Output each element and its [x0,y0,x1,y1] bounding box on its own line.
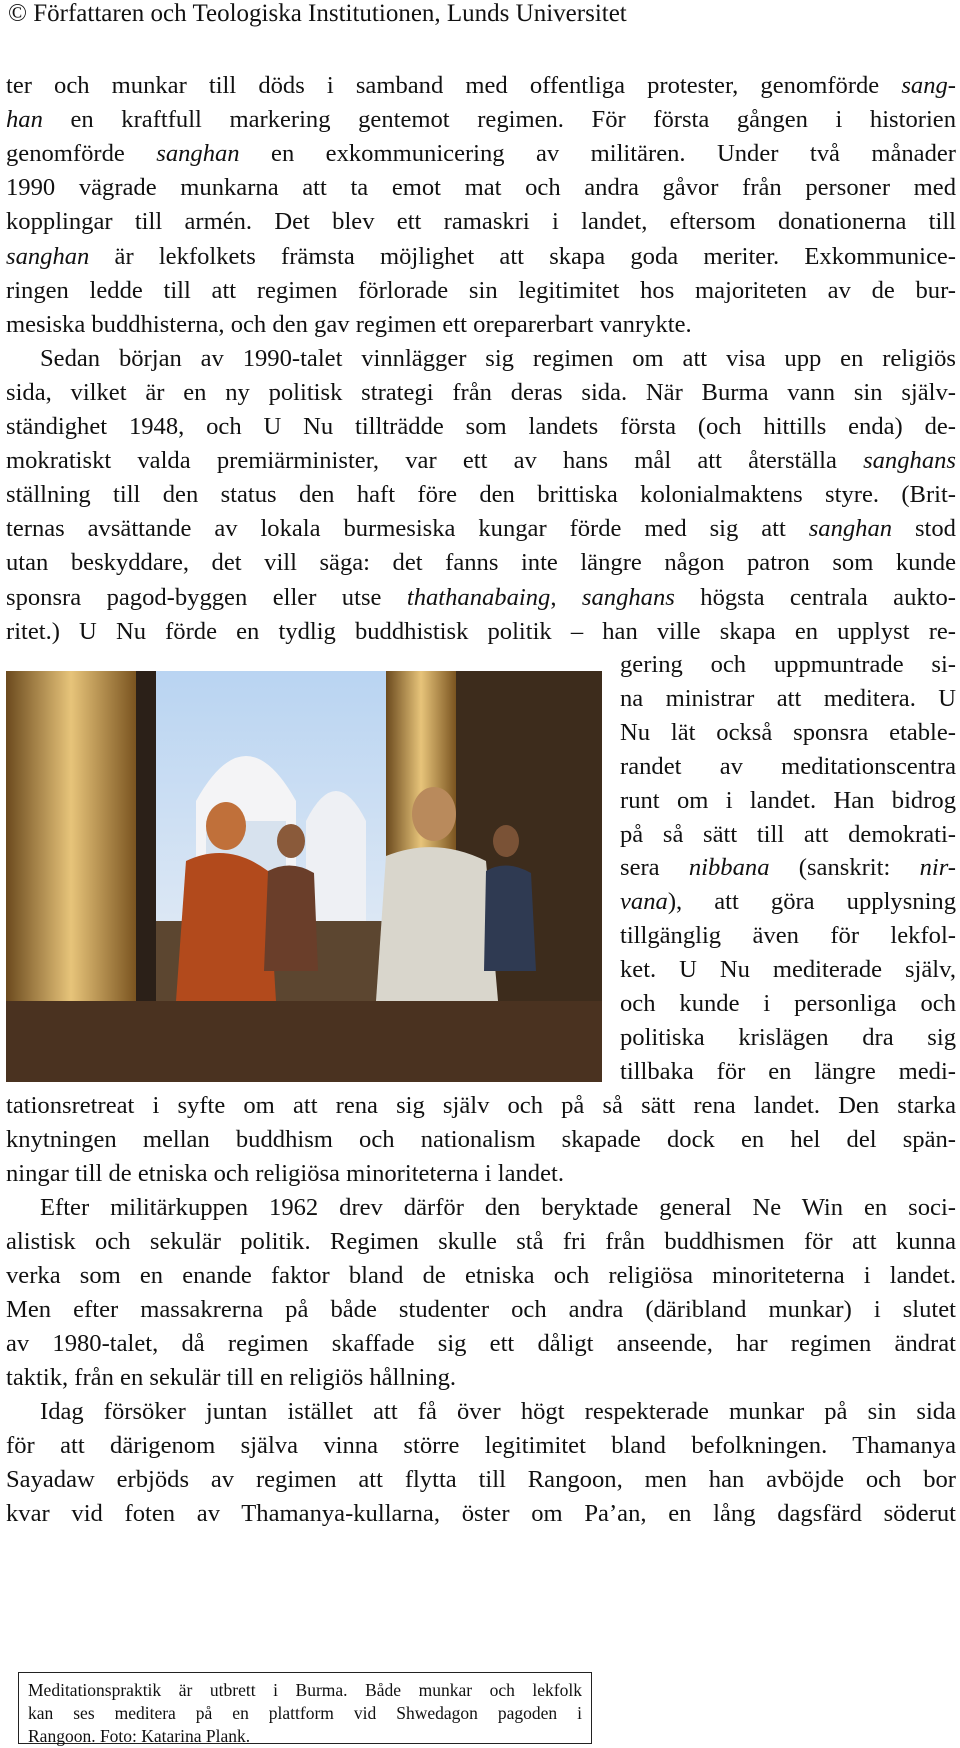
text-line [6,376,956,410]
text-run: han [6,106,43,134]
text-run: gering och uppmuntrade si- [620,651,956,678]
text-line [6,1225,956,1259]
text-line [6,512,956,546]
text-run: sponsra pagod-byggen eller utse [6,583,407,611]
text-run: för att därigenom själva vinna större legitimitet bland befolkningen. Thamanya [6,1432,956,1459]
text-line [40,1191,956,1225]
text-line [620,784,956,818]
text-line [620,987,956,1021]
text-run: politiska krislägen dra sig [620,1023,956,1051]
text-line [6,478,956,512]
text-line [620,885,956,919]
text-line [6,1123,956,1157]
text-run: utan beskyddare, det vill säga: det fanns inte längre någon patron som kunde [6,549,956,577]
text-line [620,953,956,987]
text-line [6,1361,956,1395]
text-run: sanghans [581,583,675,611]
text-run: ningar till de etniska och religiösa minoriteterna i landet. [6,1160,564,1187]
text-line [620,851,956,885]
text-line [6,1293,956,1327]
text-run: och kunde i personliga och [620,990,956,1017]
text-run: Idag försöker juntan istället att få över högt respekterade munkar på sin sida [40,1398,956,1425]
text-line [620,716,956,750]
text-line [6,274,956,308]
text-run: stod [892,515,956,543]
text-line [40,1395,956,1429]
text-line [620,919,956,953]
text-run: verka som en enande faktor bland de etniska och religiösa minoriteterna i landet. [6,1262,956,1289]
text-run: mokratiskt valda premiärminister, var ett av hans mål att återställa [6,447,864,475]
text-line [620,682,956,716]
text-line [6,308,956,342]
text-run: runt om i landet. Han bidrog [620,786,956,814]
text-run: nir- [919,854,956,882]
text-line [6,1497,956,1531]
caption-line: Meditationspraktik är utbrett i Burma. Både munkar och lekfolk [28,1680,582,1700]
text-run: sida, vilket är en ny politisk strategi från deras sida. När Burma vann sin själv- [6,378,956,406]
text-run: (sanskrit: [769,854,920,882]
text-run: sanghans [863,447,956,475]
text-line [6,1463,956,1497]
text-run: kopplingar till armén. Det blev ett ramaskri i landet, eftersom donationerna till [6,208,956,236]
text-line [6,103,956,137]
text-run: thathanabaing [406,583,551,611]
text-run: mesiska buddhisterna, och den gav regimen ett oreparerbart vanrykte. [6,310,692,338]
text-line [6,1429,956,1463]
text-run: 1990 vägrade munkarna att ta emot mat och andra gåvor från personer med [6,174,956,202]
caption-line: Rangoon. Foto: Katarina Plank. [28,1726,251,1746]
text-run: vana [620,888,668,916]
text-run: sera [620,854,689,882]
text-line [6,546,956,580]
text-run: sanghan [6,242,90,270]
text-line [620,750,956,784]
text-line [40,342,956,376]
text-run: genomförde [6,140,157,168]
text-run: kvar vid foten av Thamanya-kullarna, öster om Pa’an, en lång dagsfärd söderut [6,1500,956,1527]
text-line [6,1089,956,1123]
text-run: Men efter massakrerna på både studenter och andra (däribland munkar) i slutet [6,1296,956,1323]
text-line [620,1055,956,1089]
text-run: ter och munkar till döds i samband med offentliga protester, genomförde [6,72,902,99]
text-line [6,444,956,478]
text-line [620,1021,956,1055]
text-line [6,171,956,205]
text-run: ritet.) U Nu förde en tydlig buddhistisk politik – han ville skapa en upplyst re- [6,617,956,645]
text-run: , [550,583,582,611]
text-run: är lekfolkets främsta möjlighet att skapa goda meriter. Exkommunice- [89,242,956,270]
text-run: ställning till den status den haft före den brittiska kolonialmaktens styre. (Brit- [6,481,956,509]
text-line [6,69,956,103]
text-line [6,205,956,239]
text-run: na ministrar att meditera. U [620,684,956,712]
text-run: Sedan början av 1990-talet vinnlägger sig regimen om att visa upp en religiös [40,344,956,372]
text-line [6,240,956,274]
text-line [6,1327,956,1361]
text-run: ket. U Nu mediterade själv, [620,956,956,984]
text-run: tationsretreat i syfte om att rena sig själv och på så sätt rena landet. Den starka [6,1092,956,1119]
text-line [6,1259,956,1293]
text-run: ständighet 1948, och U Nu tillträdde som landets första (och hittills enda) de- [6,413,956,440]
text-line [620,818,956,852]
text-run: Efter militärkuppen 1962 drev därför den beryktade general Ne Win en soci- [40,1194,956,1221]
text-run: ), att göra upplysning [667,888,956,916]
text-line [6,1157,956,1191]
text-line [620,648,956,682]
text-run: Sayadaw erbjöds av regimen att flytta till Rangoon, men han avböjde och bor [6,1466,956,1493]
text-line [6,581,956,615]
text-run: en kraftfull markering gentemot regimen. För första gången i historien [42,106,956,134]
text-run: högsta centrala aukto- [674,583,956,611]
text-run: Nu lät också sponsra etable- [620,718,956,746]
caption-line: kan ses meditera på en plattform vid Shwedagon pagoden i [28,1703,582,1723]
text-run: på så sätt till att demokrati- [620,820,956,848]
text-line [6,615,956,649]
text-run: knytningen mellan buddhism och nationalism skapade dock en hel del spän- [6,1126,956,1153]
photo-caption [18,1672,592,1744]
text-run: en exkommunicering av militären. Under två månader [239,140,956,168]
copyright-header: © Författaren och Teologiska Institutionen, Lunds Universitet [8,0,627,27]
text-run: tillgänglig även för lekfol- [620,922,956,950]
text-run: randet av meditationscentra [620,752,956,780]
text-run: av 1980-talet, då regimen skaffade sig ett dåligt anseende, har regimen ändrat [6,1330,956,1357]
text-run: ringen ledde till att regimen förlorade sin legitimitet hos majoriteten av de bur- [6,276,956,304]
text-run: tillbaka för en längre medi- [620,1057,956,1085]
text-run: sanghan [808,515,893,543]
text-run: taktik, från en sekulär till en religiös hållning. [6,1364,457,1391]
text-line [6,410,956,444]
text-run: sang- [901,72,956,99]
text-run: ternas avsättande av lokala burmesiska kungar förde med sig att [6,515,809,543]
text-run: sanghan [156,140,240,168]
text-line [6,137,956,171]
text-run: nibbana [688,854,770,882]
text-run: alistisk och sekulär politik. Regimen skulle stå fri från buddhismen för att kunna [6,1228,956,1255]
